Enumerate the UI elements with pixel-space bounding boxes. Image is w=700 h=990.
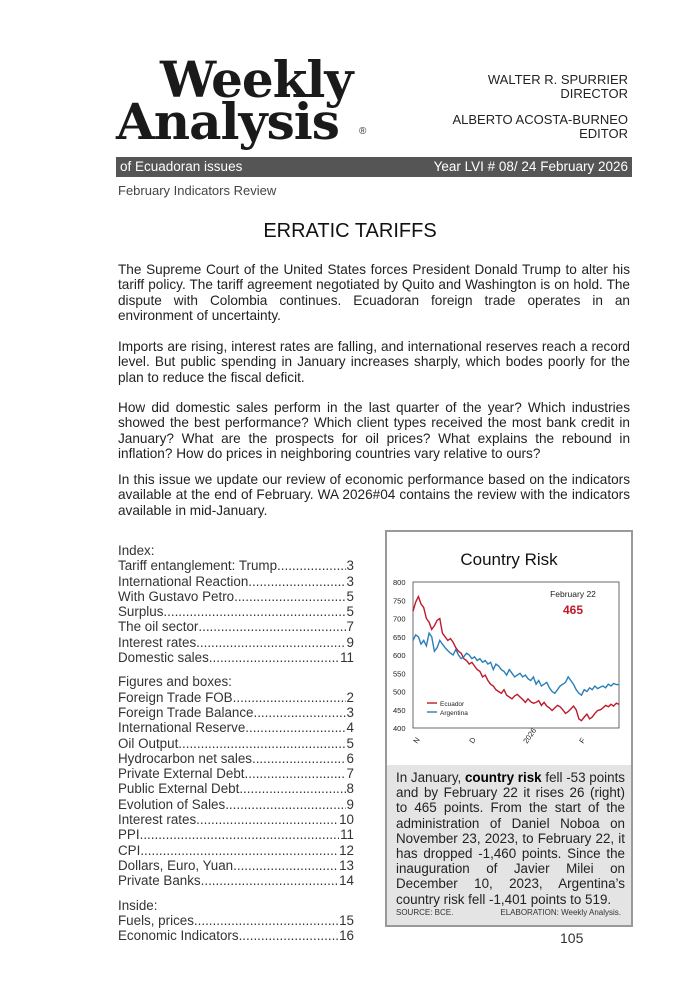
index-dots <box>196 635 345 650</box>
index-dots <box>178 736 345 751</box>
index-dots <box>209 650 339 665</box>
y-tick-label: 750 <box>393 596 406 606</box>
y-tick-label: 800 <box>393 578 406 587</box>
index-entry <box>118 913 354 928</box>
index-entry-label: Interest rates <box>118 812 197 828</box>
index-dots <box>198 913 338 928</box>
director-role: DIRECTOR <box>560 86 628 101</box>
y-tick-label: 700 <box>393 614 406 624</box>
country-risk-chart <box>387 572 631 762</box>
index-dots <box>253 705 345 720</box>
registered-mark: ® <box>359 126 367 137</box>
index-entry-page: 3 <box>346 558 354 574</box>
index-entry-label: Domestic sales <box>118 650 209 666</box>
section-label: February Indicators Review <box>118 183 277 198</box>
x-tick-label: 2026 <box>521 726 539 746</box>
paragraph-1: The Supreme Court of the United States forces President Donald Trump to alter his tariff policy. The tariff agreement negotiated by Quito and Washington is on hold. The dispute with Colombia continues. Ecuadoran foreign trade operates in an environment of uncertainty. <box>118 262 630 324</box>
chart-elaboration: ELABORATION: Weekly Analysis. <box>500 908 621 917</box>
index-entry <box>118 635 354 650</box>
masthead-band <box>116 157 632 177</box>
index-dots <box>248 574 345 589</box>
index-entry-page: 15 <box>339 912 354 928</box>
index-list <box>118 543 354 943</box>
index-entry <box>118 797 354 812</box>
chart-source: SOURCE: BCE. <box>396 908 454 917</box>
x-tick-label: N <box>411 735 422 746</box>
index-dots <box>252 751 346 766</box>
index-dots <box>196 812 338 827</box>
index-dots <box>233 858 338 873</box>
index-entry-page: 7 <box>346 766 354 782</box>
index-entry-label: Surplus. <box>118 604 168 620</box>
issue-info: Year LVI # 08/ 24 February 2026 <box>433 159 628 174</box>
index-entry-page: 3 <box>346 704 354 720</box>
index-entry-label: CPI <box>118 842 141 858</box>
index-entry-label: Private External Debt <box>118 766 245 782</box>
editor-role: EDITOR <box>579 126 628 141</box>
paragraph-4: In this issue we update our review of economic performance based on the indicators available at the end of February. WA 2026#04 contains the review with the indicators available in mid-January. <box>118 472 630 518</box>
index-entry <box>118 781 354 796</box>
y-tick-label: 500 <box>393 687 406 697</box>
index-entry <box>118 705 354 720</box>
index-entry-label: With Gustavo Petro <box>118 588 235 604</box>
y-tick-label: 600 <box>393 651 406 660</box>
figures-heading: Figures and boxes: <box>118 674 232 690</box>
index-entry-page: 4 <box>346 720 354 736</box>
index-entry-page: 5 <box>346 604 354 620</box>
index-entry-page: 14 <box>339 873 354 889</box>
index-entry-label: International Reserve <box>118 720 246 736</box>
logo <box>116 50 371 151</box>
index-entry-label: Dollars, Euro, Yuan <box>118 857 234 873</box>
index-entry-page: 11 <box>340 827 354 843</box>
index-entry <box>118 574 354 589</box>
index-entry-label: Economic Indicators <box>118 928 239 944</box>
index-entry-label: Private Banks <box>118 873 201 889</box>
index-entry <box>118 736 354 751</box>
index-entry <box>118 558 354 573</box>
index-entry <box>118 928 354 943</box>
index-entry-page: 5 <box>346 588 354 604</box>
index-entry-label: PPI <box>118 827 140 843</box>
index-entry <box>118 766 354 781</box>
index-entry-page: 9 <box>346 634 354 650</box>
logo-weekly: Weekly <box>160 50 353 109</box>
chart-title: Country Risk <box>460 550 558 569</box>
index-entry-label: Public External Debt <box>118 781 240 797</box>
index-dots <box>239 781 345 796</box>
editor-name: ALBERTO ACOSTA-BURNEO <box>452 112 628 127</box>
index-dots <box>277 558 346 573</box>
index-dots <box>245 720 345 735</box>
index-entry-label: Tariff entanglement: Trump <box>118 558 278 574</box>
index-dots <box>234 589 345 604</box>
index-heading: Index: <box>118 543 155 558</box>
index-dots <box>239 928 339 943</box>
index-dots <box>140 843 338 858</box>
index-entry-page: 12 <box>339 842 354 858</box>
index-entry <box>118 619 354 634</box>
index-entry-page: 10 <box>339 812 354 828</box>
article-title: ERRATIC TARIFFS <box>263 220 437 242</box>
index-dots <box>167 604 345 619</box>
note-intro: In January, <box>396 770 465 785</box>
index-entry-page: 7 <box>346 619 354 635</box>
x-tick-label: F <box>577 736 588 746</box>
index-dots <box>225 797 345 812</box>
index-dots <box>140 827 340 842</box>
paragraph-3: How did domestic sales perform in the last quarter of the year? Which industries showed the best performance? Which client types received the most bank credit in January? What are the prospects for oil prices? What explains the rebound in inflation? How do prices in neighboring countries vary relative to ours? <box>118 400 630 462</box>
index-entry-label: Fuels, prices. <box>118 912 198 928</box>
legend-label: Ecuador <box>440 701 465 708</box>
inside-heading: Inside: <box>118 897 158 913</box>
index-entry-label: Foreign Trade FOB <box>118 689 233 705</box>
y-tick-label: 450 <box>393 705 406 715</box>
index-dots <box>245 766 346 781</box>
index-entry <box>118 873 354 888</box>
staff-box <box>452 73 628 141</box>
index-entry-page: 13 <box>339 857 354 873</box>
index-entry-page: 11 <box>340 650 354 666</box>
index-entry-page: 16 <box>339 928 354 944</box>
index-dots <box>198 619 345 634</box>
index-entry-page: 9 <box>346 796 354 812</box>
index-entry <box>118 858 354 873</box>
index-entry-label: Interest rates <box>118 634 197 650</box>
director-name: WALTER R. SPURRIER <box>487 72 628 87</box>
index-entry-page: 8 <box>346 781 354 797</box>
index-entry-label: Evolution of Sales <box>118 796 226 812</box>
index-entry-page: 2 <box>346 689 354 705</box>
x-tick-label: D <box>467 735 478 746</box>
band-subtitle: of Ecuadoran issues <box>120 159 243 174</box>
index-entry <box>118 751 354 766</box>
index-entry <box>118 827 354 842</box>
index-entry <box>118 604 354 619</box>
annotation-value: 465 <box>562 603 584 617</box>
index-entry-page: 3 <box>346 573 354 589</box>
y-tick-label: 550 <box>393 669 406 679</box>
index-dots <box>233 690 346 705</box>
index-entry-label: Oil Output <box>118 735 179 751</box>
note-body: fell -53 points and by February 22 it rises 26 (right) to 465 points. From the start of the administration of Daniel Noboa on November 23, 2023, to February 22, it has dropped -1,460 points. Since the inauguration of Javier Milei on December 10, 2023, Argentina’s country risk fell -1,401 points to 519. <box>396 770 626 907</box>
chart-note-text <box>396 770 625 907</box>
index-entry-label: The oil sector <box>118 619 199 635</box>
index-entry <box>118 650 354 665</box>
index-entry <box>118 589 354 604</box>
paragraph-2: Imports are rising, interest rates are falling, and international reserves reach a record level. But public spending in January increases sharply, which bodes poorly for the plan to reduce the fiscal deficit. <box>118 339 630 385</box>
series-line-argentina <box>413 633 619 695</box>
index-entry-page: 6 <box>346 750 354 766</box>
index-entry <box>118 720 354 735</box>
index-entry <box>118 690 354 705</box>
y-tick-label: 400 <box>393 724 406 733</box>
page-number: 105 <box>560 930 584 946</box>
index-entry <box>118 812 354 827</box>
index-entry-label: Hydrocarbon net sales <box>118 750 252 766</box>
index-entry-label: Foreign Trade Balance <box>118 704 254 720</box>
index-entry-page: 5 <box>346 735 354 751</box>
y-tick-label: 650 <box>393 632 406 642</box>
index-dots <box>201 873 338 888</box>
logo-analysis: Analysis <box>116 92 339 151</box>
index-entry-label: International Reaction <box>118 573 249 589</box>
note-keyword: country risk <box>464 770 542 785</box>
country-risk-panel <box>385 530 633 927</box>
chart-note <box>387 765 631 925</box>
index-entry <box>118 843 354 858</box>
legend-label: Argentina <box>440 710 468 717</box>
annotation-date: February 22 <box>550 589 596 599</box>
